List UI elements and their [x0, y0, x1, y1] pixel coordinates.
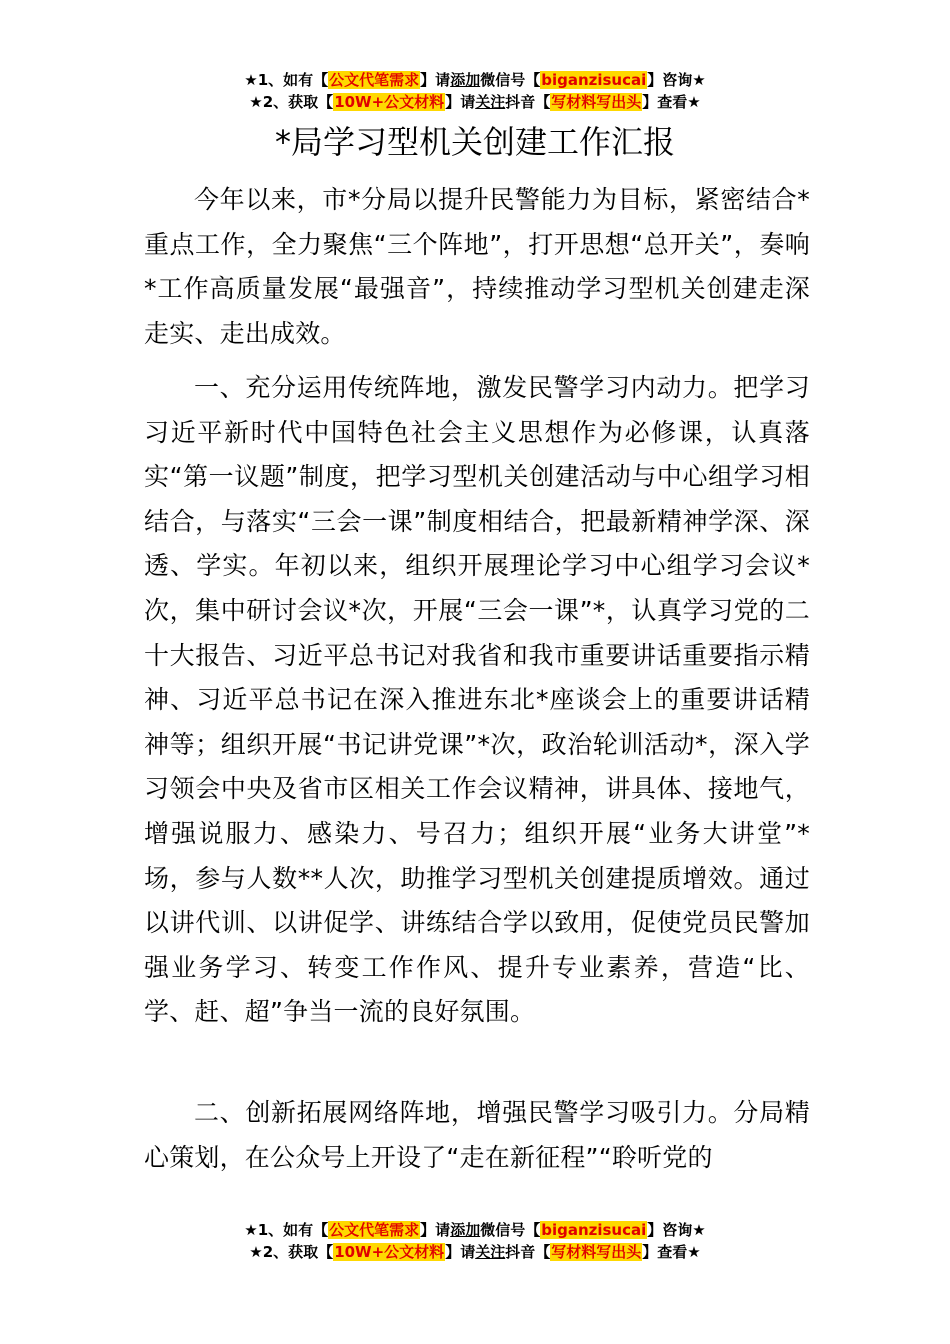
banner-highlight: biganzisucai	[541, 1221, 647, 1239]
banner-text: ★2、获取【	[249, 93, 334, 111]
banner-highlight: 10W+公文材料	[334, 1243, 445, 1261]
banner-highlight: 写材料写出头	[551, 93, 642, 111]
banner-text: 】查看★	[642, 1243, 701, 1261]
document-title: *局学习型机关创建工作汇报	[274, 123, 675, 161]
banner-underline: 关注	[475, 1243, 506, 1261]
banner-text: 】请	[445, 93, 476, 111]
banner-line-2	[0, 91, 950, 113]
banner-highlight: 10W+公文材料	[334, 93, 445, 111]
banner-line-2	[0, 1241, 950, 1263]
banner-text: ★1、如有【	[244, 71, 329, 89]
paragraph-section-2	[144, 1091, 810, 1180]
banner-text: 微信号【	[480, 1221, 541, 1239]
banner-text: 抖音【	[505, 1243, 551, 1261]
banner-text: 微信号【	[480, 71, 541, 89]
header-banner	[0, 69, 950, 113]
banner-highlight: 写材料写出头	[551, 1243, 642, 1261]
paragraph-text: 今年以来，市*分局以提升民警能力为目标，紧密结合*重点工作，全力聚焦“三个阵地”，打开思想“总开关”，奏响*工作高质量发展“最强音”，持续推动学习型机关创建走深走实、走出成效。	[144, 185, 810, 348]
paragraph-section-1	[144, 366, 810, 1035]
banner-text: 】咨询★	[647, 1221, 706, 1239]
banner-text: ★2、获取【	[249, 1243, 334, 1261]
banner-text: 】查看★	[642, 93, 701, 111]
banner-underline: 添加	[450, 1221, 481, 1239]
banner-line-1	[0, 69, 950, 91]
banner-highlight: 公文代笔需求	[329, 1221, 420, 1239]
banner-line-1	[0, 1219, 950, 1241]
banner-text: 】请	[420, 1221, 451, 1239]
banner-text: 抖音【	[505, 93, 551, 111]
banner-highlight: biganzisucai	[541, 71, 647, 89]
banner-underline: 添加	[450, 71, 481, 89]
paragraph-text: 二、创新拓展网络阵地，增强民警学习吸引力。分局精心策划，在公众号上开设了“走在新征程”“聆听党的	[144, 1098, 810, 1172]
banner-text: ★1、如有【	[244, 1221, 329, 1239]
banner-text: 】请	[445, 1243, 476, 1261]
banner-highlight: 公文代笔需求	[329, 71, 420, 89]
paragraph-text: 一、充分运用传统阵地，激发民警学习内动力。把学习习近平新时代中国特色社会主义思想作为必修课，认真落实“第一议题”制度，把学习型机关创建活动与中心组学习相结合，与落实“三会一课”制度相结合，把最新精神学深、深透、学实。年初以来，组织开展理论学习中心组学习会议*次，集中研讨会议*次，开展“三会一课”*，认真学习党的二十大报告、习近平总书记对我省和我市重要讲话重要指示精神、习近平总书记在深入推进东北*座谈会上的重要讲话精神等；组织开展“书记讲党课”*次，政治轮训活动*，深入学习领会中央及省市区相关工作会议精神，讲具体、接地气，增强说服力、感染力、号召力；组织开展“业务大讲堂”*场，参与人数**人次，助推学习型机关创建提质增效。通过以讲代训、以讲促学、讲练结合学以致用，促使党员民警加强业务学习、转变工作作风、提升专业素养，营造“比、学、赶、超”争当一流的良好氛围。	[144, 373, 810, 1027]
banner-text: 】请	[420, 71, 451, 89]
footer-banner	[0, 1219, 950, 1263]
banner-underline: 关注	[475, 93, 506, 111]
banner-text: 】咨询★	[647, 71, 706, 89]
paragraph-intro	[144, 178, 810, 356]
